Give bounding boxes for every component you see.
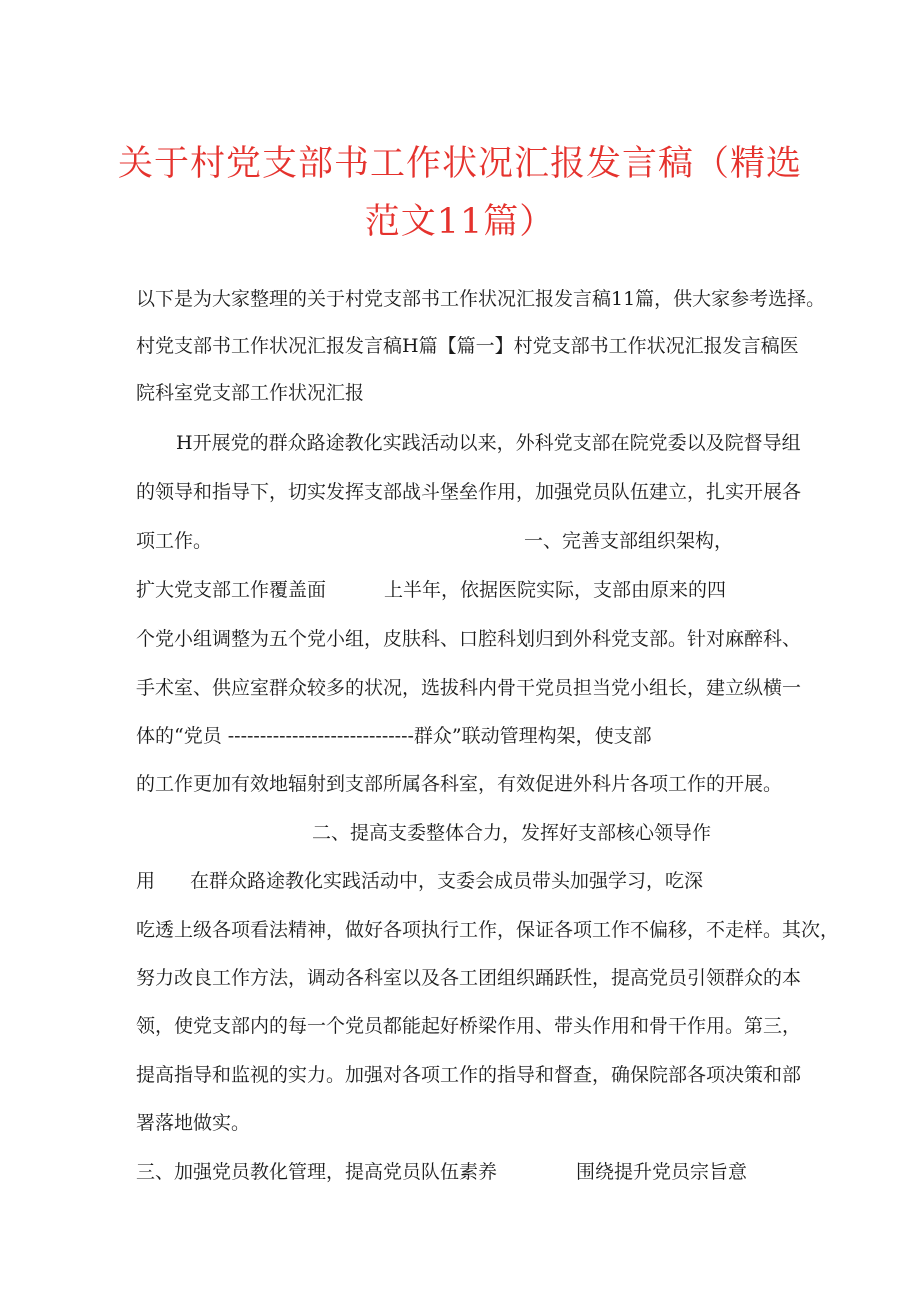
body-text-line: 手术室、供应室群众较多的状况，选拔科内骨干党员担当党小组长，建立纵横一: [136, 677, 802, 699]
body-text-line: 上半年，依据医院实际，支部由原来的四: [384, 579, 727, 601]
body-text-line: 领，使党支部内的每一个党员都能起好桥梁作用、带头作用和骨干作用。第三，: [136, 1015, 802, 1037]
body-text-line: 围绕提升党员宗旨意: [576, 1161, 748, 1183]
document-title-line-1: 关于村党支部书工作状况汇报发言稿（精选: [117, 144, 802, 184]
article-heading-line-2: 院科室党支部工作状况汇报: [136, 382, 365, 404]
body-text-line: 的工作更加有效地辐射到支部所属各科室，有效促进外科片各项工作的开展。: [136, 773, 783, 795]
section-heading-2-part-1: 二、提高支委整体合力，发挥好支部核心领导作: [312, 822, 712, 844]
body-text-line: H开展党的群众路途教化实践活动以来，外科党支部在院党委以及院督导组: [176, 432, 801, 454]
section-heading-1-part-2: 扩大党支部工作覆盖面: [136, 579, 327, 601]
body-text-line: 个党小组调整为五个党小组，皮肤科、口腔科划归到外科党支部。针对麻醉科、: [136, 628, 802, 650]
body-text-line: 的领导和指导下，切实发挥支部战斗堡垒作用，加强党员队伍建立，扎实开展各: [136, 481, 802, 503]
body-text-line: 项工作。: [136, 530, 213, 552]
intro-paragraph: 以下是为大家整理的关于村党支部书工作状况汇报发言稿11篇，供大家参考选择。: [136, 288, 826, 310]
body-text-line: 提高指导和监视的实力。加强对各项工作的指导和督查，确保院部各项决策和部: [136, 1064, 802, 1086]
section-heading-2-part-2: 用: [136, 870, 156, 892]
article-heading-line-1: 村党支部书工作状况汇报发言稿H篇【篇一】村党支部书工作状况汇报发言稿医: [136, 335, 799, 357]
section-heading-1-part-1: 一、完善支部组织架构，: [524, 530, 734, 552]
document-title-line-2: 范文11篇）: [364, 202, 556, 242]
body-text-line: 吃透上级各项看法精神，做好各项执行工作，保证各项工作不偏移，不走样。其次，: [136, 919, 840, 941]
body-text-line: 体的“党员 -----------------------------群众”联动管理构架，使支部: [136, 725, 652, 747]
section-heading-3: 三、加强党员教化管理，提高党员队伍素养: [136, 1161, 498, 1183]
body-text-line: 署落地做实。: [136, 1112, 251, 1134]
body-text-line: 努力改良工作方法，调动各科室以及各工团组织踊跃性，提高党员引领群众的本: [136, 967, 802, 989]
body-text-line: 在群众路途教化实践活动中，支委会成员带头加强学习，吃深: [190, 870, 704, 892]
